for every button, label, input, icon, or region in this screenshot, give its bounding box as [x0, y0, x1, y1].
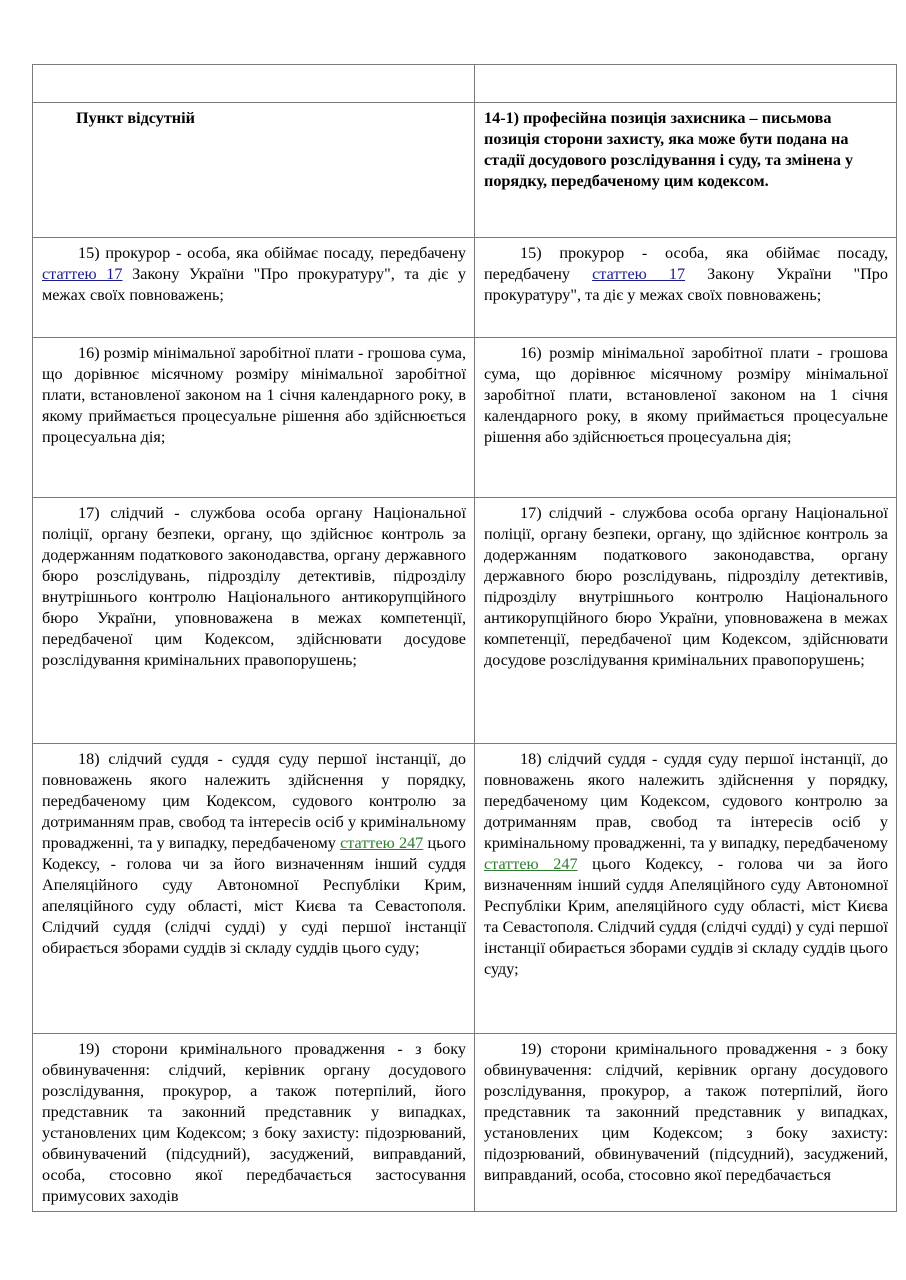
table-cell-left	[33, 65, 475, 103]
item-17-text: 17) слідчий - службова особа органу Національної поліції, органу безпеки, органу, що здійснює контроль за додержанням податкового законодавства, органу державного бюро розслідувань, підрозділу детективів, підрозділу внутрішнього контролю Національного антикорупційного бюро України, уповноважена в межах компетенції, передбаченої цим Кодексом, здійснювати досудове розслідування кримінальних правопорушень;	[42, 504, 466, 669]
table-cell-right	[475, 238, 897, 338]
code-article-link[interactable]: статтею 247	[484, 855, 578, 873]
new-item-14-1-text: 14-1) професійна позиція захисника – письмова позиція сторони захисту, яка може бути подана на стадії досудового розслідування і суду, та змінена у порядку, передбаченому цим кодексом.	[484, 109, 854, 190]
table-row	[33, 1034, 897, 1212]
table-cell-left	[33, 498, 475, 744]
table-cell-left	[33, 238, 475, 338]
item-18-text: 18) слідчий суддя - суддя суду першої інстанції, до повноважень якого належить здійснення у порядку, передбаченому цим Кодексом, судового контролю за дотриманням прав, свобод та інтересів осіб у кримінальному провадженні, та у випадку, передбаченому статтею 247 цього Кодексу, - голова чи за його визначенням інший суддя Апеляційного суду Автономної Республіки Крим, апеляційного суду області, міст Києва та Севастополя. Слідчий суддя (слідчі судді) у суді першої інстанції обирається зборами суддів зі складу суддів цього суду;	[42, 750, 466, 957]
item-19-text: 19) сторони кримінального провадження - з боку обвинувачення: слідчий, керівник органу досудового розслідування, прокурор, а також потерпілий, його представник та законний представник у випадках, установлених цим Кодексом; з боку захисту: підозрюваний, обвинувачений (підсудний), засуджений, виправданий, особа, стосовно якої передбачається	[484, 1040, 888, 1184]
table-cell-right	[475, 1034, 897, 1212]
table-cell-right	[475, 338, 897, 498]
table-cell-left	[33, 338, 475, 498]
table-row	[33, 338, 897, 498]
item-16-text: 16) розмір мінімальної заробітної плати - грошова сума, що дорівнює місячному розміру мінімальної заробітної плати, встановленої законом на 1 січня календарного року, в якому приймається процесуальне рішення або здійснюється процесуальна дія;	[484, 344, 888, 446]
item-18-text: 18) слідчий суддя - суддя суду першої інстанції, до повноважень якого належить здійснення у порядку, передбаченому цим Кодексом, судового контролю за дотриманням прав, свобод та інтересів осіб у кримінальному провадженні, та у випадку, передбаченому статтею 247 цього Кодексу, - голова чи за його визначенням інший суддя Апеляційного суду Автономної Республіки Крим, апеляційного суду області, міст Києва та Севастополя. Слідчий суддя (слідчі судді) у суді першої інстанції обирається зборами суддів зі складу суддів цього суду;	[484, 750, 888, 978]
item-19-text: 19) сторони кримінального провадження - з боку обвинувачення: слідчий, керівник органу досудового розслідування, прокурор, а також потерпілий, його представник та законний представник у випадках, установлених цим Кодексом; з боку захисту: підозрюваний, обвинувачений (підсудний), засуджений, виправданий, особа, стосовно якої передбачається застосування примусових заходів	[42, 1040, 466, 1205]
table-row	[33, 498, 897, 744]
table-cell-right	[475, 744, 897, 1034]
table-cell-left	[33, 744, 475, 1034]
table-cell-left	[33, 103, 475, 238]
table-row	[33, 238, 897, 338]
item-16-text: 16) розмір мінімальної заробітної плати - грошова сума, що дорівнює місячному розміру мінімальної заробітної плати, встановленої законом на 1 січня календарного року, в якому приймається процесуальне рішення або здійснюється процесуальна дія;	[42, 344, 466, 446]
table-cell-right	[475, 498, 897, 744]
table-row	[33, 744, 897, 1034]
table-row	[33, 103, 897, 238]
law-article-link[interactable]: статтею 17	[42, 265, 123, 283]
item-17-text: 17) слідчий - службова особа органу Національної поліції, органу безпеки, органу, що здійснює контроль за додержанням податкового законодавства, органу державного бюро розслідувань, підрозділу детективів, підрозділу внутрішнього контролю Національного антикорупційного бюро України, уповноважена в межах компетенції, передбаченої цим Кодексом, здійснювати досудове розслідування кримінальних правопорушень;	[484, 504, 888, 669]
table-cell-right	[475, 103, 897, 238]
comparison-table	[32, 64, 897, 1212]
table-cell-left	[33, 1034, 475, 1212]
code-article-link[interactable]: статтею 247	[340, 834, 424, 852]
law-article-link[interactable]: статтею 17	[592, 265, 686, 283]
item-15-text: 15) прокурор - особа, яка обіймає посаду, передбачену статтею 17 Закону України "Про прокуратуру", та діє у межах своїх повноважень;	[42, 244, 466, 304]
table-row	[33, 65, 897, 103]
item-15-text: 15) прокурор - особа, яка обіймає посаду, передбачену статтею 17 Закону України "Про прокуратуру", та діє у межах своїх повноважень;	[484, 244, 888, 304]
absent-item-text: Пункт відсутній	[76, 109, 195, 127]
table-cell-right	[475, 65, 897, 103]
